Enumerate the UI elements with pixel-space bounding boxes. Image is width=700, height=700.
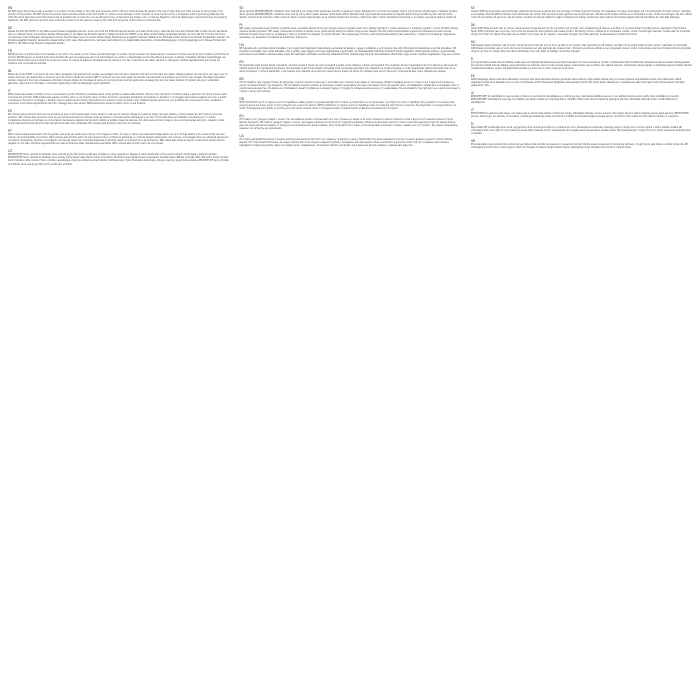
language-section — [471, 122, 692, 135]
warning-paragraph: Dieses Produkt darf NICHT in der Nähe eines Fensters aufgestellt werden, da es vom Kind als Trittbrett benutzt werden und dazu führen kann, dass das Kind aus dem Fenster fällt. Achten Sie auf das Risiko, das von offenem Feuer und anderen starken Hitzequellen in der Nähe des Produkts herrührt. Dieses Produkt darf NICHT in der Nähe eines Fensters aufgestellt werden, wo sich das Kind mit den Schnüren von Jalousien oder Vorhängen strangulieren könnte. Die Montage muss von einem fachkundigen Erwachsenen ausgeführt werden. Während der Montage sollten Kinder vom Produkt ferngehalten werden, da Verletzungsgefahr besteht. Verwenden dieses Artikel nicht, wenn Teile gebrochen, zerrissen oder fehlend sind. Regelmäßig überprüfen, ob alle Befestigungen richtig festgezogen sind. Dieses Produkt darf NICHT in der Nähe eines Fensters aufgestellt werden. — [8, 30, 230, 46]
language-section — [8, 49, 229, 65]
language-code: RU — [239, 114, 244, 119]
language-code: CZ — [8, 149, 13, 154]
language-code: BG — [239, 77, 244, 82]
warning-paragraph: НЕ ставьте этот продукт рядом с окном, так как ребенок может использовать его как ступеньку и выпасть из окна. Помните о риске открытого огня и других источников сильного тепла вблизи продукта. НЕ ставьте продукт рядом с окном, где шнуры жалюзи или штор могут задушить ребенка. Сборка должна выполняться только компетентным взрослым. Во время сборки дети должны находиться вдали от продукта из-за возможного риска травмы. Не используйте этот товар, если какой-либо компонент сломан, порван или отсутствует. Регулярно проверяйте, надежно ли затянуты все крепления. — [239, 118, 459, 131]
language-section — [239, 77, 460, 93]
warning-paragraph: NÃO coloque este produto perto de uma janela, pois pode ser usado pela criança como degrau e fazer com que a criança caia da janela. Esteja atento ao risco de fogo aberto e de outras fontes de calor intenso nas proximidades do produto. NÃO coloque este produto perto de uma janela onde os cordões de persianas ou cortinas possam estrangular uma criança. A montagem deve ser efetuada apenas por um adulto competente. Durante a montagem, as crianças devem ser mantidas afastadas do produto devido ao possível risco de ferimentos. Não utilize este artigo se algum componente estiver partido, rasgado ou em falta. Verifique regularmente se todas as fixações estão devidamente apertadas. NÃO coloque este produto perto de uma janela. — [8, 133, 229, 146]
language-section — [8, 6, 229, 22]
text-column-right — [471, 6, 692, 694]
language-code: NL — [8, 69, 13, 74]
language-section — [471, 40, 692, 53]
warning-paragraph: ΜΗΝ τοποθετείτε αυτό το προϊόν κοντά σε παράθυρο, καθώς μπορεί να χρησιμοποιηθεί από το παιδί ως σκαλοπάτι και να προκαλέσει την πτώση του από το παράθυρο. Να γνωρίζετε τον κίνδυνο από ανοιχτή φωτιά και άλλες πηγές έντονης θερμότητας κοντά στο προϊόν. ΜΗΝ τοποθετείτε το προϊόν κοντά σε παράθυρο όπου τα κορδόνια από στόρια ή κουρτίνες θα μπορούσαν να στραγγαλίσουν ένα παιδί. Η συναρμολόγηση πρέπει να γίνεται μόνο από ικανό ενήλικα. Κατά τη συναρμολόγηση τα παιδιά πρέπει να βρίσκονται μακριά από το προϊόν. — [239, 101, 457, 111]
language-section — [239, 134, 460, 147]
warning-paragraph: Tega izdelka NE postavljajte blizu okna, saj ga lahko otrok uporabi kot stopnico in pade skozi okno. Zavedajte se nevarnosti odprtega ognja in drugih virov močne toplote v bližini izdelka. Izdelka NE postavljajte blizu okna, kjer bi vrvice žaluzij ali zaves lahko zadavile otroka. Sestavljanje sme izvajati samo usposobljena odrasla oseba. Med sestavljanjem morajo biti otroci zaradi nevarnosti poškodb stran od izdelka. — [470, 126, 692, 136]
warning-paragraph: ÄRGE paigutage seda toodet akna lähedale, kuna laps võib seda kasutada astmena ja aknast välja kukkuda. Olge teadlik lahtise tule ja muude tugevate soojusallikate ohust toote läheduses. ÄRGE paigutage toodet akna lähedale, kus ruloode või kardinate nöörid võivad last kägistada. Kokkupanekut tohib teha ainult pädev täiskasvanu. Kokkupaneku ajal tuleb lapsi hoida tootest eemal võimaliku vigastusohu tõttu. — [470, 78, 685, 88]
language-code: HU — [239, 43, 244, 48]
language-code: NO — [470, 40, 476, 45]
warning-paragraph: NENOVIETOJIET šo izstrādājumu loga tuvumā, jo bērns to var izmantot kā pakāpienu un izkrist pa logu. Apzinieties atklātas uguns un citu spēcīgu siltuma avotu radīto risku izstrādājuma tuvumā. NENOVIETOJIET izstrādājumu pie loga, kur žalūziju vai aizkaru auklas var nožņaugt bērnu. Montāžu drīkst veikt tikai kompetenta pieaugusi persona. Montāžas laikā bērni jātur drošā attālumā no izstrādājuma. — [470, 95, 680, 105]
language-code: EN — [8, 6, 13, 10]
warning-paragraph: ÄLÄ sijoita tätä tuotetta ikkunan lähelle, koska lapsi voi käyttää sitä askelmana ja pudota ikkunasta. Huomioi avotulen ja muiden voimakkaiden lämmönlähteiden aiheuttama vaara tuotteen läheisyydessä. ÄLÄ sijoita tuotetta ikkunan lähelle, jossa kaihtimien tai verhojen narut voivat kuristaa lapsen. Kokoamisen saa suorittaa vain pätevä aikuinen. Kokoamisen aikana lapset on pidettävä poissa tuotteen läheltä loukkaantumisvaaran vuoksi. Älä käytä tätä tuotetta, jos jokin osa on rikki, revennyt tai puuttuu. — [470, 61, 692, 71]
warning-paragraph: NE postavljajte ovaj proizvod blizu prozora jer ga dijete može koristiti kao stepenicu i ispasti kroz prozor. Budite svjesni opasnosti od otvorenog plamena i drugih izvora jake topline u blizini proizvoda. NE postavljajte proizvod blizu prozora gdje bi uzice rolo zavjesa ili zastora mogle zadaviti dijete. Sastavljanje smije obavljati samo stručna odrasla osoba. — [470, 143, 688, 150]
language-code: RO — [239, 60, 244, 65]
warning-paragraph: NO coloque este producto cerca de una ventana ya que el niño puede usarlo como escalón y caer por la ventana. Tenga en cuenta el riesgo de fuego abierto y otras fuentes de calor intenso cerca del producto. NO coloque este producto cerca de una ventana donde los cordones de las persianas o cortinas puedan estrangular a un niño. El montaje debe ser realizado únicamente por un adulto competente. Durante el montaje, los niños deben mantenerse alejados del producto debido al posible riesgo de lesiones. No utilice este artículo si alguno de sus componentes está roto, rasgado o falta. Compruebe periódicamente que todas las fijaciones estén bien apretadas. NO coloque este producto cerca de una ventana. — [8, 113, 225, 126]
language-section — [471, 108, 692, 118]
language-code: LT — [470, 108, 474, 113]
language-section — [239, 97, 460, 110]
language-code: FR — [8, 49, 12, 54]
language-section — [8, 129, 229, 145]
warning-paragraph: НЕ ставте цей виріб біля вікна, оскільки дитина може використати його як сходинку та випасти з вікна. Пам'ятайте про ризик відкритого вогню та інших джерел сильного тепла поблизу виробу. НЕ ставте виріб біля вікна, де шнури жалюзі або штор можуть задушити дитину. Складання має виконувати лише компетентна доросла особа. Під час складання діти повинні перебувати подалі від виробу через можливий ризик травмування. Не використовуйте цей виріб, якщо будь-яка деталь зламана, порвана або відсутня. — [239, 138, 453, 148]
language-section — [239, 114, 460, 130]
warning-paragraph: Placer IKKE dette produkt nær et vindue, da barnet kan bruge det som et trin og falde ud af vinduet. Vær opmærksom på risikoen ved åben ild og andre kilder til kraftig varme i nærheden af produktet. Placer IKKE produktet nær et vindue, hvor snore fra persienner eller gardiner kan kvæle et barn. Montering må kun udføres af en kompetent voksen. Under monteringen skal børn holdes væk fra produktet på grund af risiko for skade. Brug ikke denne artikel, hvis nogen del er i stykker, revet eller mangler. Kontroller jævnligt, at alle beslag er korrekt strammet. — [470, 27, 691, 37]
language-section — [471, 23, 692, 36]
warning-paragraph: NE helyezze ezt a terméket ablak közelébe, mert a gyermek fellépőként használhatja, és kieshet az ablakon. Legyen tudatában a nyílt láng és más erős hőforrások kockázatának a termék közelében. NE helyezze a terméket olyan ablak közelébe, ahol a redőny vagy függöny zsinórja megfojthatja a gyermeket. Az összeszerelést kizárólag hozzáértő felnőtt végezheti. Összeszerelés közben a gyermekeket tartsa távol a terméktől a sérülésveszély miatt. Ne használja a terméket, ha bármely alkatrésze törött, szakadt vagy hiányzik. Rendszeresen ellenőrizze, hogy minden rögzítés megfelelően meg van-e húzva. — [239, 47, 461, 57]
language-section — [8, 26, 229, 45]
warning-paragraph: Plaats dit product NIET in de buurt van een raam, aangezien het gebruikt kan worden als opstapje door het kind, waardoor het kind uit het raam kan vallen. Wees je bewust van het risico van open vuur en andere bronnen van sterke hitte in de buurt van het product. Plaats dit product NIET in de buurt van een raam waar de koorden van jaloezieën of gordijnen een kind kunnen wurgen. Montage mag alleen worden uitgevoerd door een volwassene. Kinderen moeten tijdens de montage uit de buurt van het product worden gehouden vanwege het risico op letsel. Gebruik dit artikel niet als er onderdelen gebroken, gescheurd of ontbreken. Controleer regelmatig of alle bevestigingen goed vastzitten. — [8, 73, 228, 86]
language-section — [471, 91, 692, 104]
warning-paragraph: DO NOT place this product near a window or a curtain cord as a baby or the child and cause the child to fall out of the window. Be aware of the risk of open fires and other sources of strong heat in the vicinity of the product. DO NOT place this product near a window where cords from blinds or curtains could strangle a child. Quantity is to be carried out by a competent adult only. During assembly the child should be kept away from the product due to possible risk of injury. Do not use this item if any components are broken, torn or missing. Regularly check all fastenings to ensure that they are properly tightened. DO NOT place this product near a window so that it can be used as a step by the child and cause the child to fall out of the window. — [8, 10, 227, 23]
language-code: LV — [470, 91, 475, 96]
language-code: FI — [470, 57, 474, 62]
language-code: SI — [470, 122, 474, 127]
language-code: IT — [8, 89, 11, 94]
text-column-middle — [239, 6, 460, 694]
language-code: DK — [470, 23, 476, 28]
language-code: SK — [239, 6, 244, 10]
language-section — [8, 149, 229, 165]
language-section — [239, 60, 460, 73]
language-section — [8, 89, 229, 105]
language-section — [8, 69, 229, 85]
language-section — [471, 74, 692, 87]
warning-paragraph: Placera INTE denna produkt nära ett fönster, eftersom barnet kan använda den som ett steg och falla ut genom fönstret. Var medveten om risken med öppen eld och andra källor till stark värme i närheten av produkten. Placera INTE produkten nära ett fönster där snören från persienner eller gardiner kan strypa ett barn. Montering får endast utföras av en kompetent vuxen. Under monteringen ska barn hållas borta från produkten på grund av risk för skador. Använd inte denna artikel om någon komponent är trasig, sönderriven eller saknas. Kontrollera regelbundet att alla fästen är ordentligt åtdragna. — [470, 10, 692, 20]
warning-paragraph: NE PAS placer ce produit près d'une fenêtre où le cordon d'un store ou d'un rideau pourrait étrangler un enfant. Soyez conscient du risque de feux ouverts et d'autres sources de forte chaleur à proximité du produit. NE PAS placer ce produit près d'une fenêtre afin qu'il ne puisse pas servir de marchepied à un enfant. L'assemblage ne doit être effectué que par un adulte compétent. Pendant l'assemblage, les enfants doivent être tenus à l'écart du produit en raison du risque de blessure. N'utilisez pas cet article si l'un des composants est cassé, déchiré ou manquant. Vérifiez régulièrement que toutes les fixations sont correctement serrées. — [8, 53, 230, 66]
language-section — [471, 6, 692, 19]
warning-paragraph: НЕ поставяйте този продукт близо до прозорец, тъй като детето може да го използва като стъпало и да падне от прозореца. Имайте предвид риска от открит огън и други източници на силна топлина в близост до продукта. НЕ поставяйте продукта близо до прозорец, където шнуровете на щори или завеси могат да удушат дете. Сглобяването трябва да се извършва само от компетентен възрастен. По време на сглобяването децата трябва да се държат далеч от продукта поради възможен риск от нараняване. Не използвайте този артикул, ако някой компонент е счупен, скъсан или липсва. — [239, 81, 461, 94]
language-section — [8, 109, 229, 125]
language-code: EE — [470, 74, 475, 79]
language-section — [239, 6, 460, 19]
language-section — [239, 23, 460, 39]
warning-paragraph: IKKE plasser dette produktet nær et vindu, da barnet kan bruke det som et trinn og falle ut av vinduet. Vær oppmerksom på risikoen ved åpen ild og andre kilder til sterk varme i nærheten av produktet. IKKE plasser produktet nær et vindu der snorer fra persienner eller gardiner kan kvele et barn. Montering skal bare utføres av en kompetent voksen. Under monteringen skal barn holdes borte fra produktet på grunn av fare for skade. Ikke bruk denne artikkelen hvis noen deler er ødelagt, revet eller mangler. — [470, 44, 692, 54]
language-section — [471, 57, 692, 70]
warning-paragraph: NEUMISŤUJTE tento výrobek do blízkosti okna, protože by jej dítě mohlo použít jako schůdek a z okna vypadnout. Dbejte na riziko otevřeného ohně a jiných silných zdrojů tepla v blízkosti výrobku. NEUMISŤUJTE tento výrobek do blízkosti okna, kde by šňůry žaluzií nebo záclon mohly dítě uškrtit. Montáž musí provádět pouze kompetentní dospělá osoba. Během montáže držte děti mimo dosah výrobku kvůli možnému riziku zranění. Tento výrobek nepoužívejte, pokud je některá součást rozbitá, roztržená nebo chybí. Pravidelně kontrolujte, zda jsou všechny spoje řádně utaženy. NEUMISŤUJTE tento výrobek do blízkosti okna, kde by jej dítě mohlo použít jako schůdek. — [8, 153, 229, 166]
language-code: ES — [8, 109, 12, 114]
warning-paragraph: Tento výrobok NEUMIESTŇUJTE v blízkosti okna, pretože by ho dieťa mohlo použiť ako schodík a vypadnúť z okna. Dávajte pozor na riziko otvoreného ohňa a iných zdrojov silného tepla v blízkosti výrobku. Tento výrobok NEUMIESTŇUJTE v blízkosti okna, kde by šnúry žalúzií alebo závesov mohli dieťa uškrtiť. Montáž môže vykonávať iba kompetentná dospelá osoba. Počas montáže by deti mali byť mimo dosahu výrobku kvôli možnému riziku zranenia. Tento výrobok nepoužívajte, ak je niektorý komponent zlomený, roztrhnutý alebo chýba. Pravidelne kontrolujte, či sú všetky upevnenia správne utiahnuté. — [239, 10, 458, 20]
warning-paragraph: NESTATYKITE šio gaminio šalia lango, nes vaikas gali jį naudoti kaip laiptelį ir iškristi pro langą. Atkreipkite dėmesį į atviros ugnies ir kitų stiprių šilumos šaltinių keliamą pavojų šalia gaminio. NESTATYKITE gaminio šalia lango, kur žaliuzių ar užuolaidų virvelės gali pasmaugti vaiką. Surinkimą turi atlikti tik kompetentingas suaugęs asmuo. Surinkimo metu vaikai turi būti laikomi atokiau nuo gaminio. — [470, 112, 689, 119]
language-code: UA — [239, 134, 244, 139]
language-code: GR — [239, 97, 244, 102]
language-section — [471, 139, 692, 149]
language-code: HR — [470, 139, 476, 144]
text-column-left — [8, 6, 229, 694]
warning-paragraph: NON posizionare questo prodotto vicino a una finestra, poiché il bambino potrebbe usarlo come gradino e cadere dalla finestra. Tenere conto del rischio di fiamme libere e altre fonti di calore intenso nelle vicinanze del prodotto. NON posizionare questo prodotto vicino a una finestra dove i cordoni di tende o veneziane potrebbero strangolare un bambino. Il montaggio deve essere eseguito solo da un adulto competente. Durante il montaggio, i bambini devono essere tenuti lontani dal prodotto per evitare il rischio di lesioni. Non utilizzare questo articolo se uno qualsiasi dei componenti è rotto, strappato o mancante. Controllare regolarmente che tutti i fissaggi siano ben serrati. NON posizionare questo prodotto vicino a una finestra. — [8, 93, 227, 106]
warning-paragraph: NU amplasați acest produs lângă o fereastră, deoarece poate fi folosit de copil ca treaptă și poate cauza căderea copilului pe fereastră. Fiți conștienți de riscul reprezentat de focul deschis și alte surse de căldură puternică în apropierea produsului. NU amplasați acest produs lângă o fereastră unde cordoanele jaluzelelor sau draperiilor ar putea strangula un copil. Asamblarea trebuie efectuată doar de un adult competent. În timpul asamblării, copiii trebuie ținuți departe de produs din cauza riscului posibil de rănire. Nu utilizați acest articol dacă vreo componentă este ruptă, sfâșiată sau lipsește. — [239, 64, 458, 74]
warning-paragraph: NIE należy umieszczać tego produktu w pobliżu okna, ponieważ dziecko może użyć go jako stopnia i wypaść przez okno. Należy pamiętać o ryzyku związanym z otwartym ogniem i innymi źródłami silnego ciepła w pobliżu produktu. NIE należy umieszczać produktu w pobliżu okna, gdzie sznurki żaluzji lub zasłon mogą udusić dziecko. Montaż może przeprowadzać wyłącznie kompetentna osoba dorosła. Podczas montażu dzieci powinny przebywać z dala od produktu ze względu na ryzyko obrażeń. Nie używaj tego produktu, jeśli którykolwiek element jest uszkodzony, rozdarty lub brakuje go. Regularnie sprawdzaj, czy wszystkie mocowania są prawidłowo dokręcone. — [239, 27, 459, 40]
language-code: PL — [239, 23, 243, 28]
language-section — [239, 43, 460, 56]
language-code: SE — [470, 6, 475, 10]
language-code: DE — [8, 26, 13, 31]
language-code: PT — [8, 129, 12, 134]
